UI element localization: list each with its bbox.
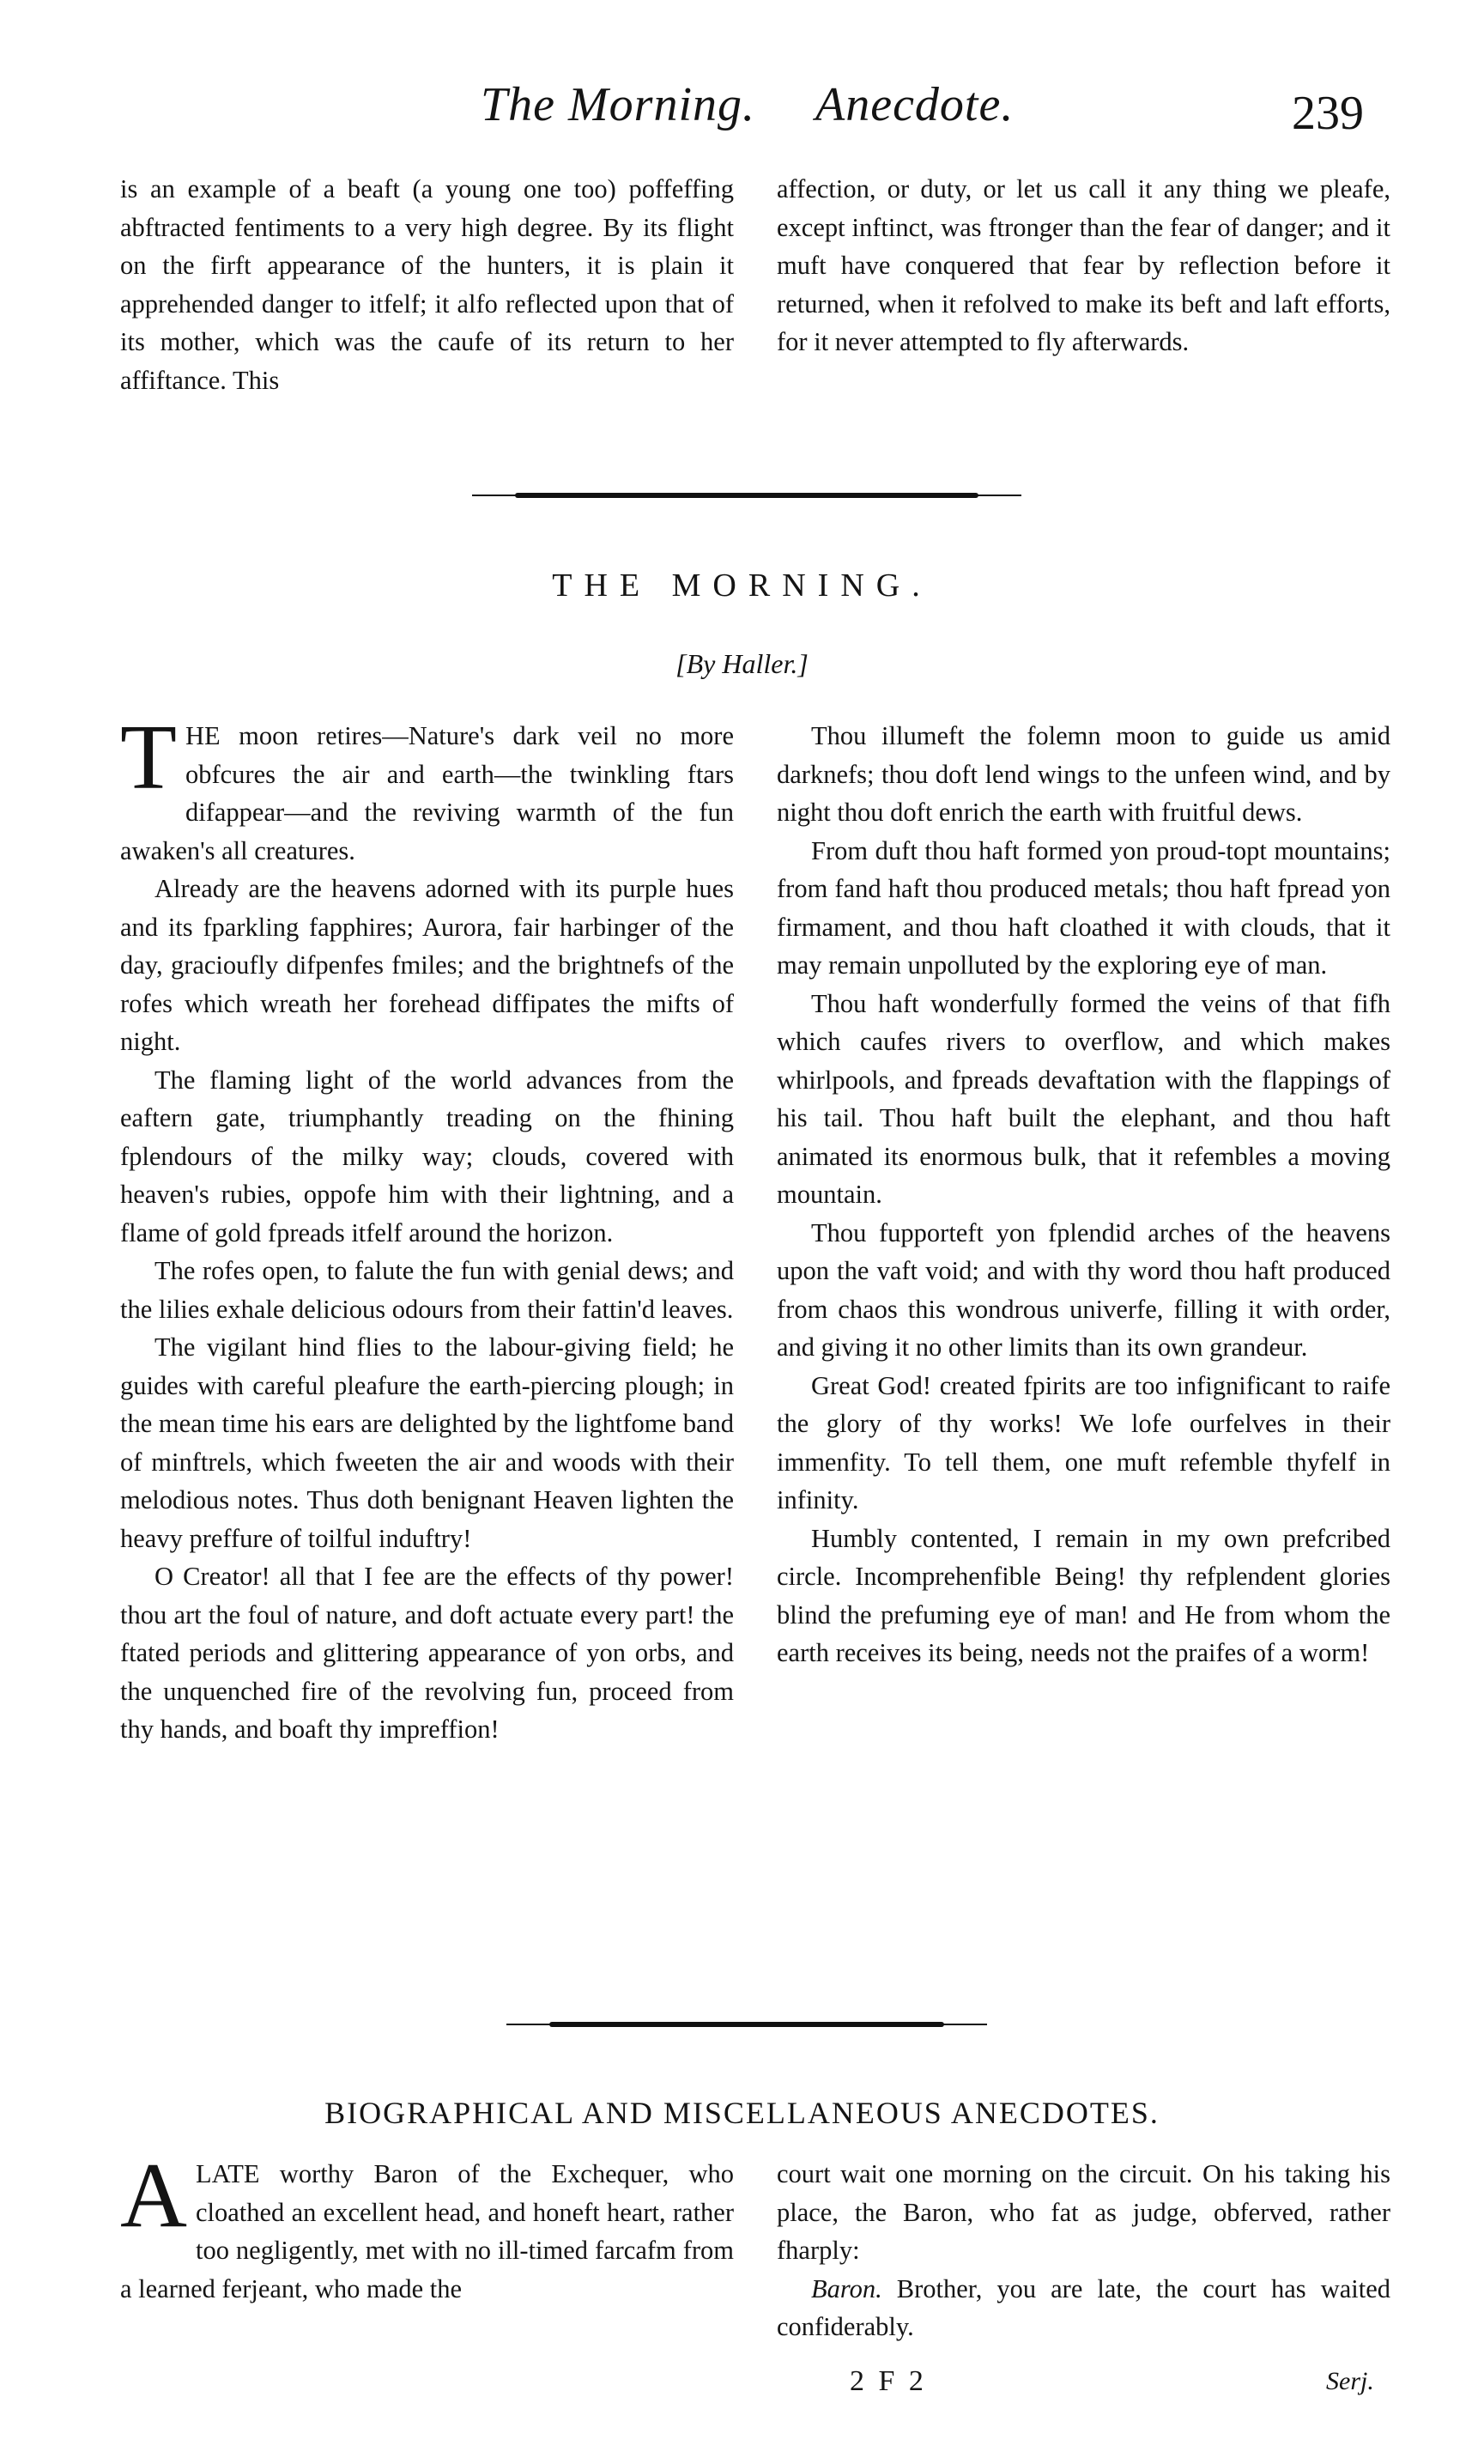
morning-right-column	[777, 717, 1390, 1672]
running-title-right: Anecdote.	[815, 78, 1015, 131]
anecdotes-right-column	[777, 2155, 1390, 2346]
continuation-left-text: is an example of a beaft (a young one too) poffeffing abftracted fentiments to a very high degree. By its flight on the firft appearance of the hunters, it is plain it apprehended danger to itfelf; it alfo reflected upon that of its mother, which was the caufe of its return to her affiftance. This	[120, 174, 734, 395]
paragraph: The vigilant hind flies to the labour-giving field; he guides with careful pleafure the earth-piercing plough; in the mean time his ears are delighted by the lightfome band of minftrels, which fweeten the air and woods with their melodious notes. Thus doth benignant Heaven lighten the heavy preffure of toilful induftry!	[120, 1332, 734, 1553]
article-title: THE MORNING.	[552, 567, 932, 604]
continuation-left-column	[120, 170, 734, 399]
paragraph: The rofes open, to falute the fun with genial dews; and the lilies exhale delicious odours from their fattin'd leaves.	[120, 1256, 734, 1324]
running-title	[481, 77, 1014, 132]
paragraph: Already are the heavens adorned with its purple hues and its fparkling fapphires; Aurora, fair harbinger of the day, gracioufly difpenfes fmiles; and the brightnefs of the rofes which wreath her forehead diffipates the mifts of night.	[120, 874, 734, 1056]
paragraph: From duft thou haft formed yon proud-topt mountains; from fand haft thou produced metals; thou haft fpread yon firmament, and thou haft cloathed it with clouds, that it may remain unpolluted by the exploring eye of man.	[777, 835, 1390, 980]
morning-left-column	[120, 707, 734, 1749]
paragraph: The flaming light of the world advances from the eaftern gate, triumphantly treading on the fhining fplendours of the milky way; clouds, covered with heaven's rubies, oppofe him with their lightning, and a flame of gold fpreads itfelf around the horizon.	[120, 1065, 734, 1247]
continuation-right-column	[777, 170, 1390, 361]
paragraph: Thou fupporteft yon fplendid arches of the heavens upon the vaft void; and with thy word thou haft produced from chaos this wondrous univerfe, filling it with order, and giving it no other limits than its own grandeur.	[777, 1217, 1390, 1362]
article-byline: [By Haller.]	[675, 648, 809, 679]
signature-mark: 2 F 2	[850, 2365, 927, 2397]
paragraph: O Creator! all that I fee are the effects of thy power! thou art the foul of nature, and doft actuate every part! the ftated periods and glittering appearance of yon orbs, and the unquenched fire of the revolving fun, proceed from thy hands, and boaft thy impreffion!	[120, 1562, 734, 1744]
paragraph: LATE worthy Baron of the Exchequer, who cloathed an excellent head, and honeft heart, rather too negligently, met with no ill-timed farcafm from a learned ferjeant, who made the	[120, 2159, 734, 2303]
continuation-right-text: affection, or duty, or let us call it any thing we pleafe, except inftinct, was ftronger than the fear of danger; and it muft have conquered that fear by reflection before it returned, when it refolved to make its beft and laft efforts, for it never attempted to fly afterwards.	[777, 174, 1390, 356]
catchword: Serj.	[1326, 2367, 1374, 2395]
drop-cap: A	[120, 2145, 187, 2247]
section-title: BIOGRAPHICAL AND MISCELLANEOUS ANECDOTES.	[324, 2096, 1160, 2130]
anecdotes-left-column	[120, 2145, 734, 2308]
paragraph: court wait one morning on the circuit. On his taking his place, the Baron, who fat as judge, obferved, rather fharply:	[777, 2159, 1390, 2265]
paragraph: Great God! created fpirits are too infignificant to raife the glory of thy works! We lofe ourfelves in their immenfity. To tell them, one muft refemble thyfelf in infinity.	[777, 1370, 1390, 1514]
dialogue-line	[777, 2270, 1390, 2346]
paragraph: Thou haft wonderfully formed the veins of that fifh which caufes rivers to overflow, and which makes whirlpools, and fpreads devaftation with the flappings of his tail. Thou haft built the elephant, and thou haft animated its enormous bulk, that it refembles a moving mountain.	[777, 988, 1390, 1209]
section-divider-rule	[549, 2022, 944, 2027]
section-divider-rule	[515, 493, 978, 498]
dialogue-text: Brother, you are late, the court has waited confiderably.	[777, 2273, 1390, 2341]
paragraph: HE moon retires—Nature's dark veil no more obfcures the air and earth—the twinkling ftars difappear—and the reviving warmth of the fun awaken's all creatures.	[120, 721, 734, 865]
drop-cap: T	[120, 707, 177, 809]
page-number: 239	[1292, 87, 1364, 140]
paragraph: Thou illumeft the folemn moon to guide us amid darknefs; thou doft lend wings to the unfeen wind, and by night thou doft enrich the earth with fruitful dews.	[777, 721, 1390, 827]
dialogue-speaker: Baron.	[811, 2273, 882, 2303]
running-title-left: The Morning.	[481, 78, 755, 131]
paragraph: Humbly contented, I remain in my own prefcribed circle. Incomprehenfible Being! thy refplendent glories blind the prefuming eye of man! and He from whom the earth receives its being, needs not the praifes of a worm!	[777, 1523, 1390, 1667]
